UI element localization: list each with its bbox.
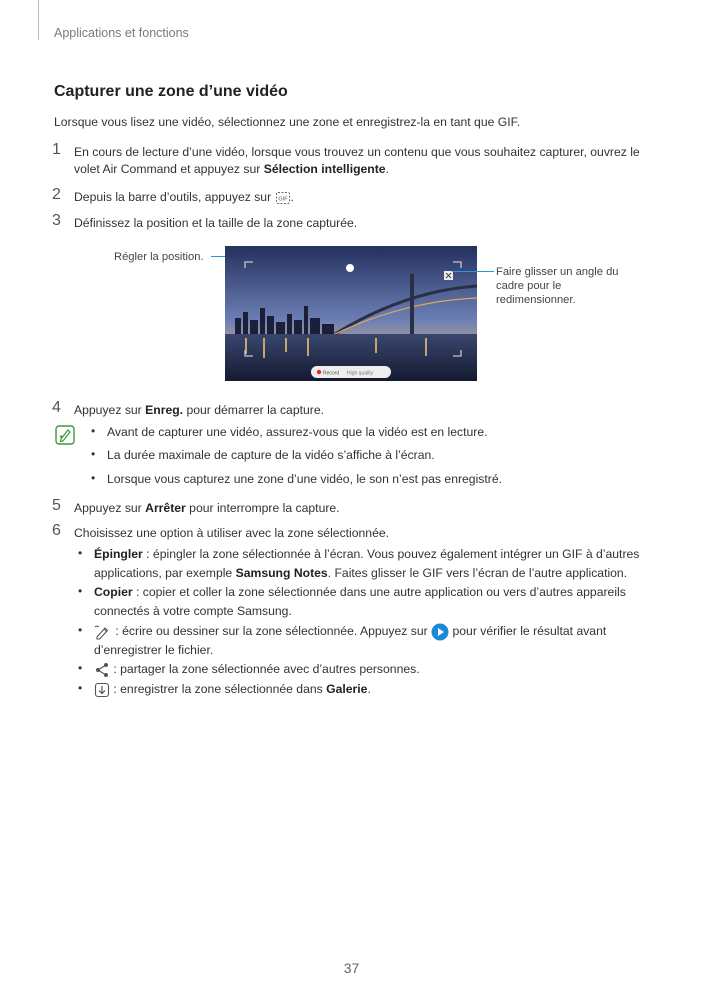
bullet: • — [78, 681, 83, 695]
intro-text: Lorsque vous lisez une vidéo, sélectionnez une zone et enregistrez-la en tant que GIF. — [54, 115, 521, 129]
callout-resize-line-3: redimensionner. — [496, 294, 576, 306]
note-icon — [55, 425, 75, 445]
header-rule — [38, 0, 39, 40]
bullet: • — [91, 471, 96, 485]
option-save-line: : enregistrer la zone sélectionnée dans Galerie. — [94, 680, 371, 699]
step-1-line-1: En cours de lecture d’une vidéo, lorsque vous trouvez un contenu que vous souhaitez capturer, ouvrez le — [74, 145, 640, 159]
option-share-line: : partager la zone sélectionnée avec d’autres personnes. — [94, 660, 420, 679]
callout-resize-line-1: Faire glisser un angle du — [496, 266, 619, 278]
download-icon — [94, 682, 110, 698]
callout-leader-right — [452, 271, 494, 272]
callout-position: Régler la position. — [114, 251, 204, 263]
page-title: Capturer une zone d’une vidéo — [54, 83, 288, 100]
bullet: • — [78, 661, 83, 675]
gif-capture-icon — [275, 190, 291, 206]
step-1-line-2: volet Air Command et appuyez sur Sélection intelligente. — [74, 162, 389, 176]
video-screenshot — [225, 246, 477, 381]
note-2: La durée maximale de capture de la vidéo s’affiche à l’écran. — [107, 448, 435, 462]
section-header: Applications et fonctions — [54, 26, 189, 40]
step-2-text: Depuis la barre d’outils, appuyez sur GIF . — [74, 190, 294, 204]
bullet: • — [78, 546, 83, 560]
step-number: 6 — [52, 522, 61, 539]
page-number: 37 — [343, 960, 360, 976]
draw-icon — [94, 624, 112, 640]
option-pin-line-2: applications, par exemple Samsung Notes. Faites glisser le GIF vers l’écran de l’autre application. — [94, 566, 628, 580]
share-icon — [94, 662, 110, 678]
step-number: 5 — [52, 497, 61, 514]
step-number: 1 — [52, 141, 61, 158]
option-draw-line-1: : écrire ou dessiner sur la zone sélectionnée. Appuyez sur pour vérifier le résultat avant — [94, 622, 606, 641]
step-4-text: Appuyez sur Enreg. pour démarrer la capture. — [74, 403, 324, 417]
note-3: Lorsque vous capturez une zone d’une vidéo, le son n’est pas enregistré. — [107, 472, 502, 486]
step-3-text: Définissez la position et la taille de la zone capturée. — [74, 216, 358, 230]
option-copy-line-1: Copier : copier et coller la zone sélectionnée dans une autre application ou vers d’autres appareils — [94, 585, 626, 599]
bullet: • — [91, 424, 96, 438]
option-pin-line-1: Épingler : épingler la zone sélectionnée à l’écran. Vous pouvez également intégrer un GIF à d’autres — [94, 547, 640, 561]
step-6-text: Choisissez une option à utiliser avec la zone sélectionnée. — [74, 526, 390, 540]
callout-resize-line-2: cadre pour le — [496, 280, 562, 292]
option-draw-line-2: d’enregistrer le fichier. — [94, 643, 214, 657]
note-1: Avant de capturer une vidéo, assurez-vous que la vidéo est en lecture. — [107, 425, 488, 439]
position-handle[interactable] — [346, 264, 354, 272]
step-number: 2 — [52, 186, 61, 203]
step-number: 3 — [52, 212, 61, 229]
bullet: • — [78, 584, 83, 598]
bullet: • — [91, 447, 96, 461]
record-label[interactable]: Record — [323, 370, 340, 377]
play-icon — [431, 623, 449, 641]
quality-label[interactable]: High quality — [347, 370, 374, 377]
svg-text:GIF: GIF — [277, 196, 288, 203]
option-copy-line-2: connectés à votre compte Samsung. — [94, 604, 292, 618]
bullet: • — [78, 623, 83, 637]
city-bridge-image — [225, 246, 477, 381]
step-5-text: Appuyez sur Arrêter pour interrompre la capture. — [74, 501, 340, 515]
step-number: 4 — [52, 399, 61, 416]
